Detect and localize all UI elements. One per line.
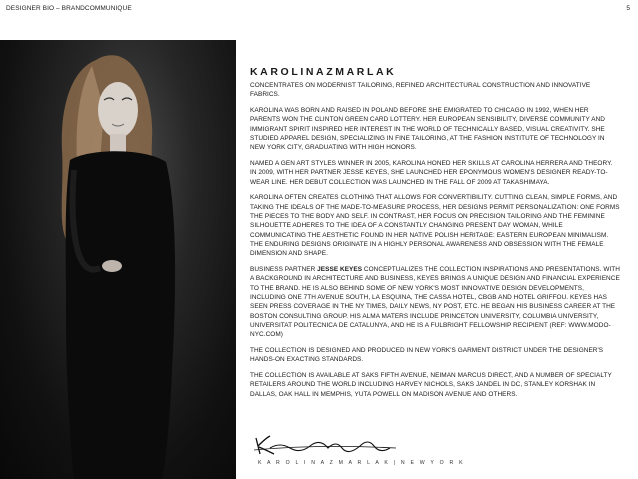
signature-caption: K A R O L I N A Z M A R L A K | N E W Y O R K	[258, 460, 465, 466]
bio-paragraph-3: KAROLINA OFTEN CREATES CLOTHING THAT ALLOWS FOR CONVERTIBILITY. CUTTING CLEAN, SIMPLE FORMS, AND TAKING THE IDEALS OF THE MADE-TO-MEASURE PROCESS, HER DESIGNS PERMIT PERSONALIZATION: ONE FORMS THE PIECES TO THE BODY AND SELF. IN CONTRAST, HER FOCUS ON PRECISION TAILORING AND THE FEMININE SILHOUETTE ADHERES TO THE IDEA OF A CONSTANTLY CHANGING PRESENT DAY WOMAN, WHILE COMMUNICATING THE AESTHETIC FOUND IN HER NATIVE POLISH HERITAGE: EASTERN EUROPEAN MINIMALISM. THE ENDURING DESIGNS ORIGINATE IN A HIGHLY PERSONAL AWARENESS AND OBSESSION WITH THE FEMALE DIMENSION AND SHAPE.	[250, 194, 620, 258]
bio-paragraph-2: NAMED A GEN ART STYLES WINNER IN 2005, KAROLINA HONED HER SKILLS AT CAROLINA HERRERA AND THEORY. IN 2009, WITH HER PARTNER JESSE KEYES, SHE LAUNCHED HER EPONYMOUS WOMEN'S DESIGNER READY-TO-WEAR LINE. HER DEBUT COLLECTION WAS LAUNCHED IN THE FALL OF 2009 AT TAKASHIMAYA.	[250, 160, 613, 186]
tagline: CONCENTRATES ON MODERNIST TAILORING, REFINED ARCHITECTURAL CONSTRUCTION AND INNOVATIVE FABRICS.	[250, 82, 591, 99]
signature-logo	[250, 432, 400, 458]
partner-name: JESSE KEYES	[317, 266, 363, 274]
bio-paragraph-1: KAROLINA WAS BORN AND RAISED IN POLAND BEFORE SHE EMIGRATED TO CHICAGO IN 1992, WHEN HER PARENTS WON THE CLINTON GREEN CARD LOTTERY. HER EUROPEAN SENSIBILITY, DIVERSE COMMUNITY AND IMMIGRANT SPIRIT INSPIRED HER INTEREST IN THE WORLD OF TECHNICALLY BASED, VISUAL CREATIVITY. SHE STUDIED APPAREL DESIGN, SPECIALIZING IN FINE TAILORING, AT THE FASHION INSTITUTE OF TECHNOLOGY IN NEW YORK CITY, GRADUATING WITH HIGH HONORS.	[250, 107, 605, 152]
designer-name: KAROLINAZMARLAK	[250, 66, 397, 78]
portrait-illustration	[0, 40, 236, 479]
p4-prefix: BUSINESS PARTNER	[250, 266, 318, 274]
p4-rest: CONCEPTUALIZES THE COLLECTION INSPIRATIONS AND PRESENTATIONS. WITH A BACKGROUND IN ARCHITECTURE AND BUSINESS, KEYES BRINGS A UNIQUE DESIGN AND FINANCIAL EXPERIENCE TO THE BRAND. HE IS ALSO BEHIND SOME OF NEW YORK'S MOST INNOVATIVE DESIGN DEVELOPMENTS, INCLUDING ONE 7TH AVENUE SOUTH, LA ESQUINA, THE CASSA HOTEL, CBGB AND HOTEL GRIFFOU. KEYES HAS SEEN PRESS COVERAGE IN THE NY TIMES, DAILY NEWS, NY POST, ETC. HE BEGAN HIS BUSINESS CAREER AT THE BOSTON CONSULTING GROUP. HIS ALMA MATERS INCLUDE PRINCETON UNIVERSITY, COLUMBIA UNIVERSITY, UNIVERSITAT POLITECNICA DE CATALUNYA, AND HE IS A FULBRIGHT FELLOWSHIP RECIPIENT (REF: WWW.MODO-NYC.COM)	[250, 266, 620, 339]
page-number: 5	[626, 5, 630, 12]
bio-text-column	[250, 66, 620, 405]
bio-paragraph-5: THE COLLECTION IS DESIGNED AND PRODUCED IN NEW YORK'S GARMENT DISTRICT UNDER THE DESIGNER'S HANDS-ON EXACTING STANDARDS.	[250, 346, 604, 364]
portrait-photo	[0, 40, 236, 479]
bio-paragraph-6: THE COLLECTION IS AVAILABLE AT SAKS FIFTH AVENUE, NEIMAN MARCUS DIRECT, AND A NUMBER OF SPECIALTY RETAILERS AROUND THE WORLD INCLUDING HARVEY NICHOLS, SAKS JANDEL IN DC, STANLEY KORSHAK IN DALLAS, OAK HALL IN MEMPHIS, YUTA POWELL ON MADISON AVENUE AND OTHERS.	[250, 372, 612, 398]
header-title: DESIGNER BIO – BRANDCOMMUNIQUE	[6, 5, 132, 12]
bio-paragraph-4	[250, 265, 620, 339]
